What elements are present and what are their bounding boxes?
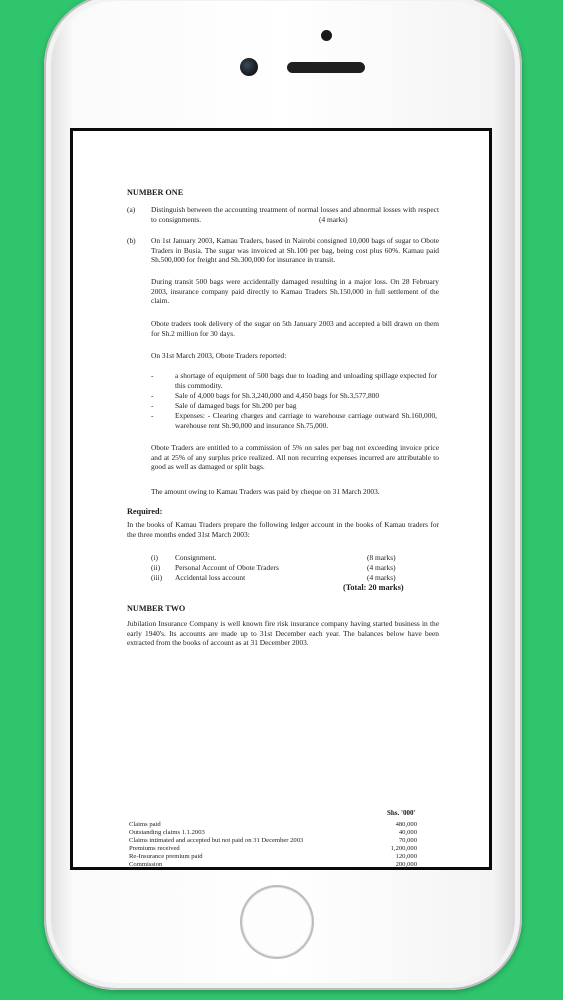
q1-a-text: Distinguish between the accounting treatment of normal losses and abnormal losses with respect to consignments. [151, 205, 439, 224]
required-text: In the books of Kamau Traders prepare the following ledger account in the books of Kamau traders for the three months ended 31st March 2003: [127, 520, 439, 539]
q1-a-label: (a) [127, 205, 136, 214]
bullet-dash: - [151, 391, 154, 400]
bullet-dash: - [151, 371, 154, 380]
table-header: Shs. '000' [387, 809, 416, 817]
bullet-dash: - [151, 401, 154, 410]
q1-b-para6: The amount owing to Kamau Traders was paid by cheque on 31 March 2003. [151, 487, 380, 496]
balances-table: Claims paid 480,000 Outstanding claims 1.1.2003 40,000 Claims intimated and accepted but not paid on 31 December 2003 70,000 Premiums received 1,200,000 Re-Insurance premium paid 120,000 Commission 200,000 [129, 821, 417, 868]
q1-b-para1: On 1st January 2003, Kamau Traders, based in Nairobi consigned 10,000 bags of sugar to Obote Traders in Busia. The sugar was invoiced at Sh.100 per bag, being cost plus 60%. Kamau paid Sh.500,000 for freight and Sh.300,000 for insurance in transit. [151, 236, 439, 264]
phone-screen[interactable] [70, 128, 492, 870]
q1-bullet-list: - a shortage of equipment of 500 bags due to loading and unloading spillage expected for this commodity. - Sale of 4,000 bags for Sh.3,240,000 and 4,450 bags for Sh.3,577,800 - Sale of damaged bags for Sh.200 per bag - Expenses: - Clearing charges and carriage to warehouse carriage outward Sh.160,000, warehouse rent Sh.90,000 and insurance Sh.75,000. [151, 371, 437, 430]
document-page [73, 131, 489, 867]
q1-a-marks: (4 marks) [319, 215, 348, 224]
q1-b-para5: Obote Traders are entitled to a commission of 5% on sales per bag not exceeding invoice price and at 25% of any surplus price realized. All non recurring expenses incurred are attributable to good as well as damaged or split bags. [151, 443, 439, 471]
required-items: (i) Consignment. (8 marks) (ii) Personal Account of Obote Traders (4 marks) (iii) Accidental loss account (4 marks) [151, 553, 396, 582]
q1-heading: NUMBER ONE [127, 188, 184, 197]
q2-heading: NUMBER TWO [127, 604, 186, 613]
bullet-dash: - [151, 411, 154, 420]
q1-b-para4: On 31st March 2003, Obote Traders reported: [151, 351, 287, 360]
required-heading: Required: [127, 507, 163, 516]
earpiece-speaker [287, 62, 365, 73]
q1-b-para2: During transit 500 bags were accidentally damaged resulting in a major loss. On 28 February 2003, insurance company paid directly to Kamau Traders Sh.150,000 in full settlement of the claim. [151, 277, 439, 305]
proximity-sensor [321, 30, 332, 41]
front-camera-icon [240, 58, 258, 76]
q2-text: Jubilation Insurance Company is well known fire risk insurance company having started business in the early 1940's. Its accounts are made up to 31st December each year. The balances below have been extracted from the books of account as at 31 December 2003. [127, 619, 439, 647]
q1-b-para3: Obote traders took delivery of the sugar on 5th January 2003 and accepted a bill drawn on them for Sh.2 million for 30 days. [151, 319, 439, 338]
home-button[interactable] [240, 885, 314, 959]
q1-b-label: (b) [127, 236, 136, 245]
total-marks: (Total: 20 marks) [343, 583, 404, 592]
